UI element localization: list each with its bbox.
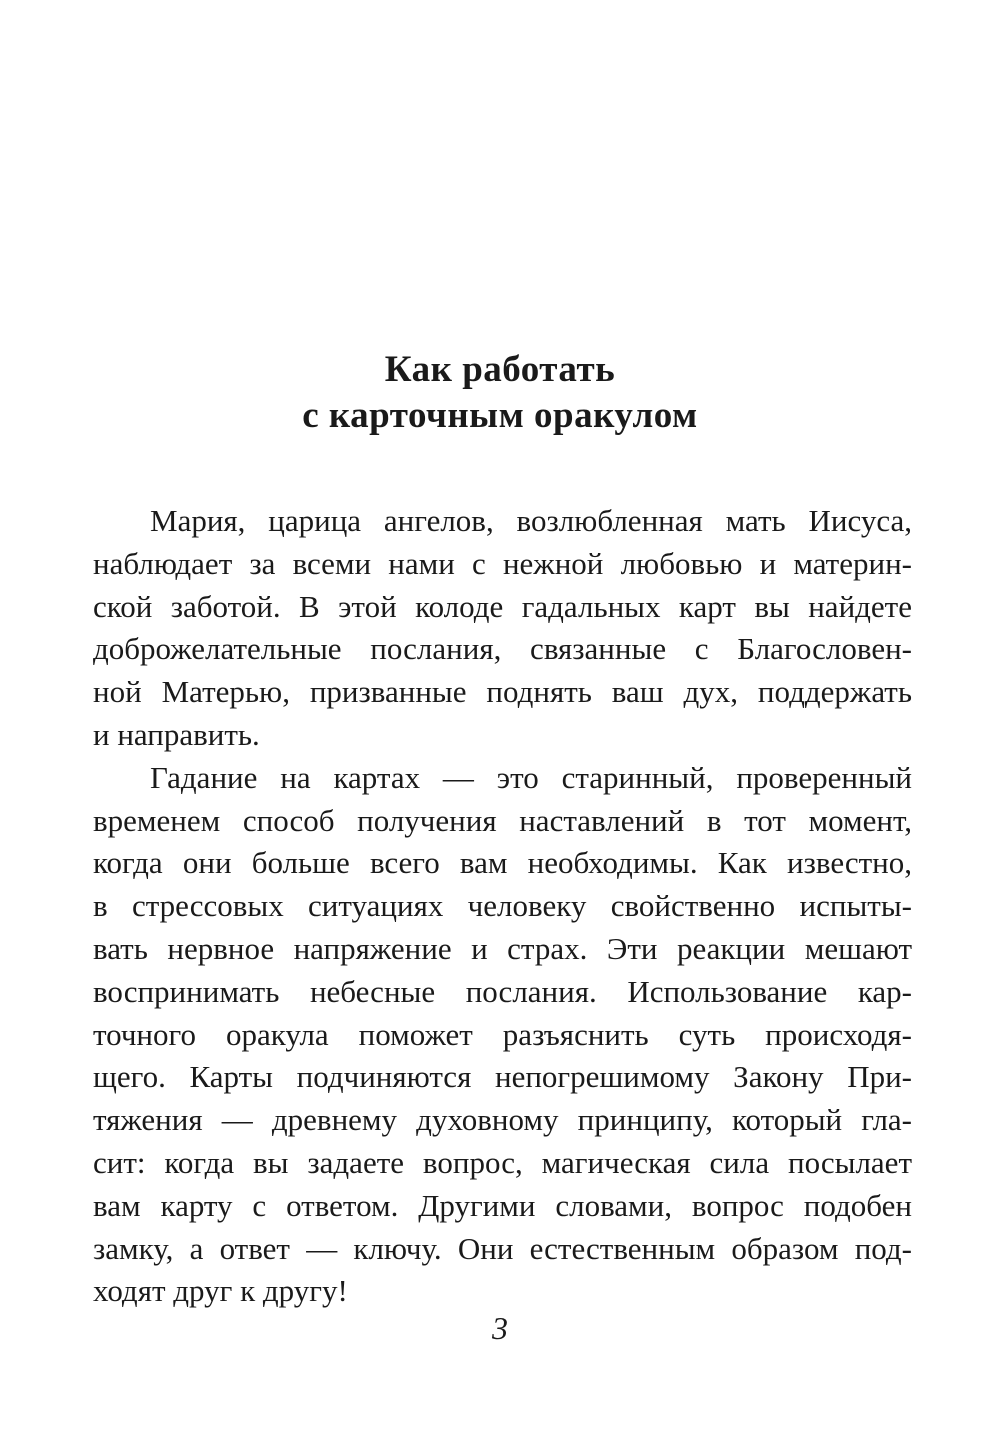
text-line: замку, а ответ — ключу. Они естественным образом под- (93, 1230, 912, 1266)
text-line: воспринимать небесные послания. Использование кар- (93, 973, 912, 1009)
text-line: и направить. (93, 716, 260, 752)
text-line: временем способ получения наставлений в тот момент, (93, 802, 912, 838)
text-line: ной Матерью, призванные поднять ваш дух, поддержать (93, 674, 912, 710)
page-number: 3 (492, 1310, 508, 1346)
paragraph-1 (93, 500, 912, 757)
text-line: когда они больше всего вам необходимы. Как известно, (93, 845, 912, 881)
text-line: тяжения — древнему духовному принципу, который гла- (93, 1102, 912, 1138)
body-text (93, 500, 912, 1313)
text-line: ходят друг к другу! (93, 1273, 348, 1309)
text-line: ской заботой. В этой колоде гадальных карт вы найдете (93, 588, 912, 624)
text-line: вать нервное напряжение и страх. Эти реакции мешают (93, 930, 912, 966)
chapter-title-line-2: с карточным оракулом (302, 395, 698, 436)
text-line: доброжелательные послания, связанные с Благословен- (93, 631, 912, 667)
paragraph-2 (93, 757, 912, 1313)
text-line: в стрессовых ситуациях человеку свойственно испыты- (93, 888, 912, 924)
chapter-title-line-1: Как работать (384, 349, 616, 390)
text-line: щего. Карты подчиняются непогрешимому Закону При- (93, 1059, 912, 1095)
text-line: наблюдает за всеми нами с нежной любовью и материн- (93, 545, 912, 581)
text-line: Гадание на картах — это старинный, проверенный (150, 759, 912, 795)
text-line: точного оракула поможет разъяснить суть происходя- (93, 1016, 912, 1052)
text-line: сит: когда вы задаете вопрос, магическая сила посылает (93, 1144, 912, 1180)
text-line: вам карту с ответом. Другими словами, вопрос подобен (93, 1187, 912, 1223)
text-line: Мария, царица ангелов, возлюбленная мать Иисуса, (150, 503, 912, 538)
